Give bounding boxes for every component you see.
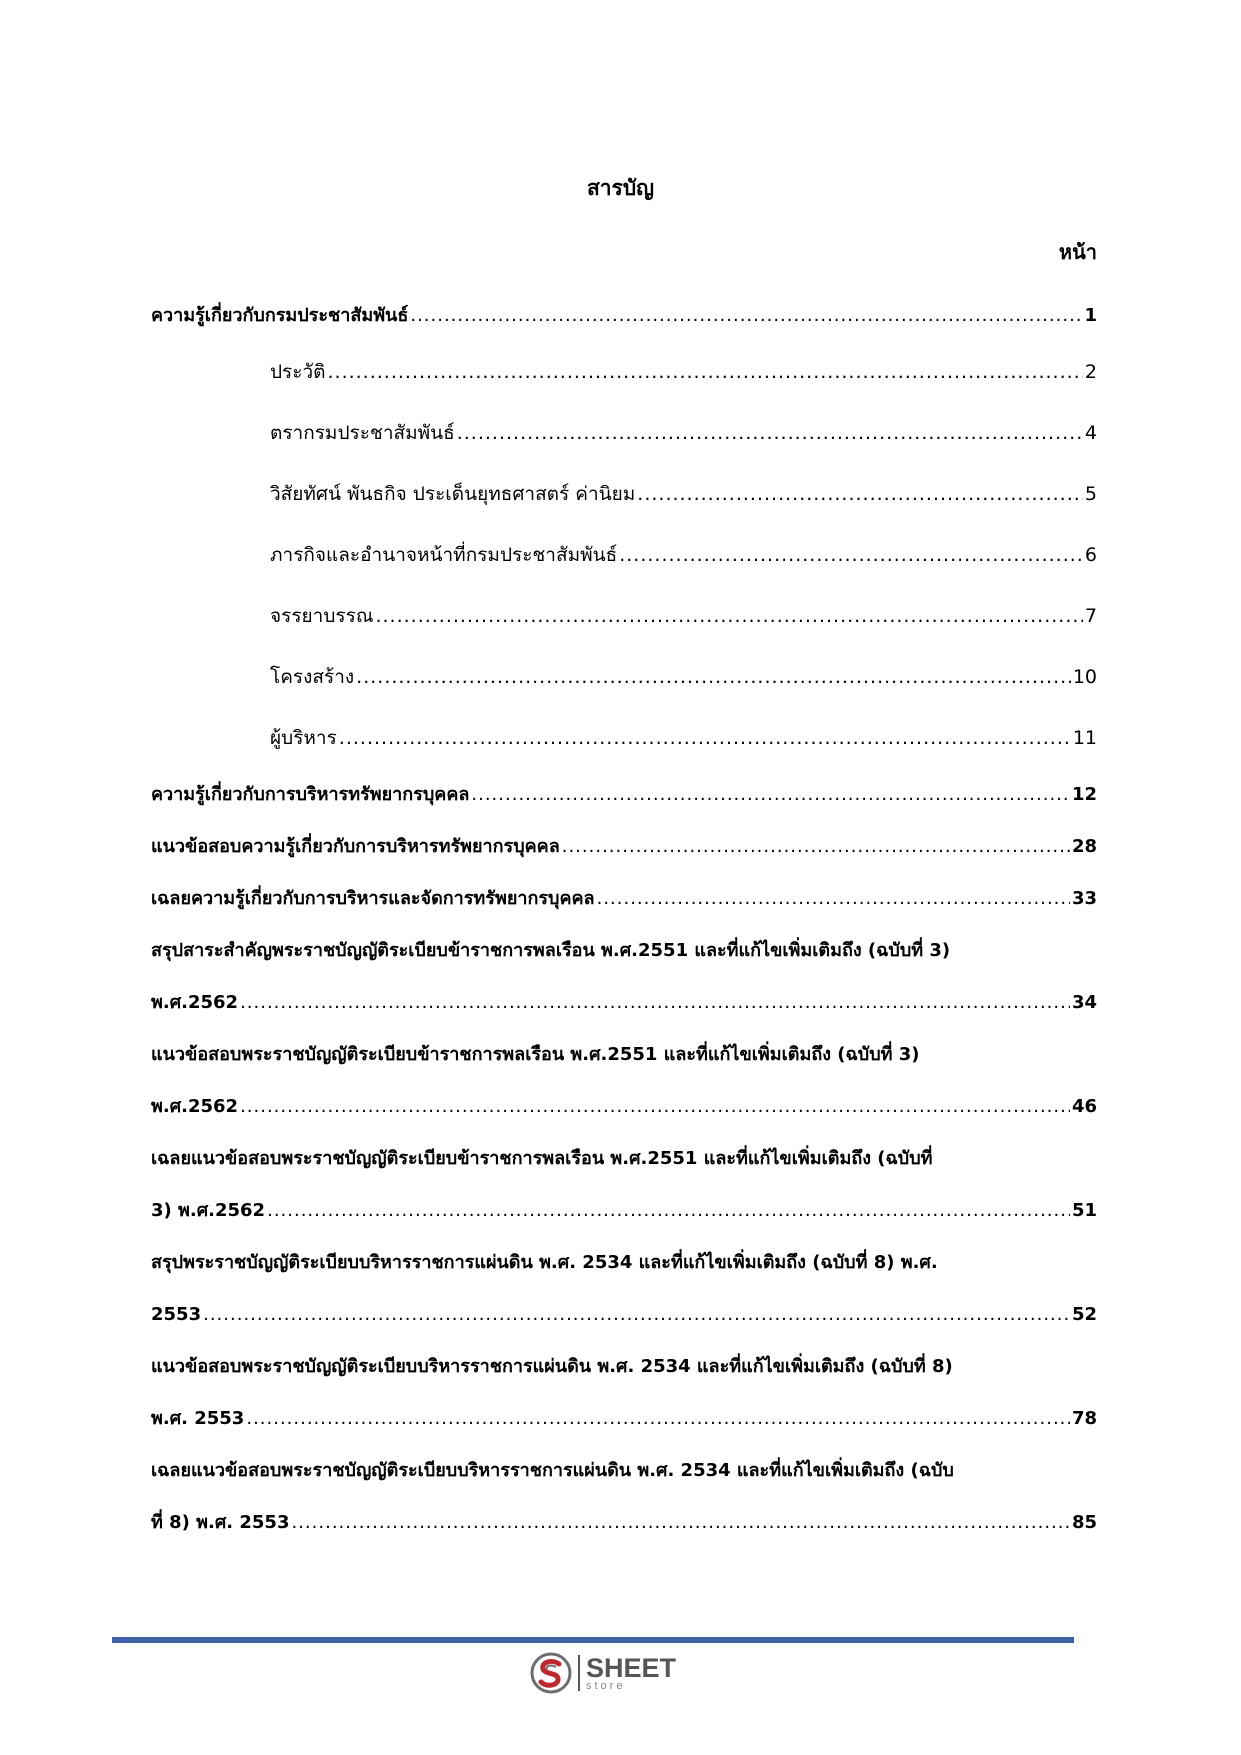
toc-entry-title: วิสัยทัศน์ พันธกิจ ประเด็นยุทธศาสตร์ ค่านิยม (270, 483, 636, 505)
toc-entry-page: 1 (1084, 305, 1097, 326)
toc-entry-title-cont: 2553 (151, 1304, 202, 1325)
toc-entry-title: ความรู้เกี่ยวกับกรมประชาสัมพันธ์ (151, 305, 409, 326)
toc-entry-page: 34 (1071, 992, 1097, 1013)
dot-leader (246, 1393, 1070, 1445)
dot-leader (597, 873, 1070, 925)
dot-leader (637, 464, 1083, 525)
logo-wordmark (586, 1652, 677, 1692)
toc-entry-title: จรรยาบรรณ (270, 605, 374, 627)
dot-leader (240, 1081, 1070, 1133)
toc-entry-title: เฉลยแนวข้อสอบพระราชบัญญัติระเบียบข้าราชการพลเรือน พ.ศ.2551 และที่แก้ไขเพิ่มเติมถึง (ฉบับที่ (151, 1148, 933, 1169)
toc-entry-title: แนวข้อสอบพระราชบัญญัติระเบียบข้าราชการพลเรือน พ.ศ.2551 และที่แก้ไขเพิ่มเติมถึง (ฉบับที่ 3) (151, 1044, 920, 1065)
toc-entry-title: ความรู้เกี่ยวกับการบริหารทรัพยากรบุคคล (151, 784, 470, 805)
toc-entry[interactable] (151, 1133, 1097, 1237)
toc-entry[interactable] (151, 821, 1097, 873)
dot-leader (240, 977, 1070, 1029)
dot-leader (619, 525, 1083, 586)
footer-logo (530, 1652, 676, 1694)
toc-entry-title: ภารกิจและอำนาจหน้าที่กรมประชาสัมพันธ์ (270, 544, 618, 566)
dot-leader (203, 1289, 1070, 1341)
toc-entry[interactable] (151, 1341, 1097, 1445)
dot-leader (471, 769, 1070, 821)
toc-entry[interactable] (151, 342, 1097, 403)
toc-entry-title: สรุปพระราชบัญญัติระเบียบบริหารราชการแผ่นดิน พ.ศ. 2534 และที่แก้ไขเพิ่มเติมถึง (ฉบับที่ 8) พ.ศ. (151, 1252, 938, 1273)
toc-entry-page: 12 (1071, 784, 1097, 805)
dot-leader (356, 647, 1071, 708)
footer-divider-bar (112, 1637, 1074, 1643)
toc-entry-title: เฉลยความรู้เกี่ยวกับการบริหารและจัดการทรัพยากรบุคคล (151, 888, 595, 909)
toc-entry-title: แนวข้อสอบความรู้เกี่ยวกับการบริหารทรัพยากรบุคคล (151, 836, 560, 857)
toc-entry-page: 5 (1084, 483, 1097, 505)
toc-entry-page: 78 (1071, 1408, 1097, 1429)
toc-entry-title-cont: พ.ศ. 2553 (151, 1408, 245, 1429)
toc-entry-page: 10 (1072, 666, 1097, 688)
toc-entry-page: 28 (1071, 836, 1097, 857)
toc-entry-page: 7 (1084, 605, 1097, 627)
brand-name: SHEET (586, 1652, 677, 1683)
toc-entry-title-cont: ที่ 8) พ.ศ. 2553 (151, 1512, 290, 1533)
logo-divider (578, 1655, 580, 1691)
toc-entry-page: 85 (1071, 1512, 1097, 1533)
toc-entry[interactable] (151, 464, 1097, 525)
toc-entry-title: โครงสร้าง (270, 666, 355, 688)
sheet-store-logo-icon (530, 1652, 572, 1694)
toc-entry-page: 4 (1084, 422, 1097, 444)
toc-entry[interactable] (151, 1237, 1097, 1341)
toc-entry-title-cont: พ.ศ.2562 (151, 992, 239, 1013)
toc-entry[interactable] (151, 769, 1097, 821)
toc-entry[interactable] (151, 708, 1097, 769)
toc-entry-title: สรุปสาระสำคัญพระราชบัญญัติระเบียบข้าราชการพลเรือน พ.ศ.2551 และที่แก้ไขเพิ่มเติมถึง (ฉบับที่ 3) (151, 940, 951, 961)
toc-entry[interactable] (151, 290, 1097, 342)
page-title: สารบัญ (586, 176, 655, 200)
dot-leader (327, 342, 1082, 403)
toc-entry-title: ผู้บริหาร (270, 727, 337, 749)
toc-entry[interactable] (151, 925, 1097, 1029)
toc-entry-title: ประวัติ (270, 361, 326, 383)
toc-entry-page: 2 (1084, 361, 1097, 383)
toc-entry-page: 11 (1072, 727, 1097, 749)
dot-leader (562, 821, 1070, 873)
table-of-contents (151, 290, 1097, 1549)
toc-entry-page: 6 (1084, 544, 1097, 566)
toc-entry-title: เฉลยแนวข้อสอบพระราชบัญญัติระเบียบบริหารราชการแผ่นดิน พ.ศ. 2534 และที่แก้ไขเพิ่มเติมถึง (ฉบับ (151, 1460, 954, 1481)
toc-entry[interactable] (151, 873, 1097, 925)
toc-entry-title: แนวข้อสอบพระราชบัญญัติระเบียบบริหารราชการแผ่นดิน พ.ศ. 2534 และที่แก้ไขเพิ่มเติมถึง (ฉบับที่ 8) (151, 1356, 953, 1377)
dot-leader (291, 1497, 1069, 1549)
toc-entry[interactable] (151, 403, 1097, 464)
toc-entry-title-cont: 3) พ.ศ.2562 (151, 1200, 266, 1221)
toc-entry[interactable] (151, 1445, 1097, 1549)
toc-entry[interactable] (151, 1029, 1097, 1133)
dot-leader (339, 708, 1071, 769)
toc-entry[interactable] (151, 647, 1097, 708)
dot-leader (375, 586, 1082, 647)
toc-entry-page: 33 (1071, 888, 1097, 909)
page-column-heading: หน้า (1058, 240, 1097, 264)
toc-entry[interactable] (151, 525, 1097, 586)
toc-entry-page: 46 (1071, 1096, 1097, 1117)
dot-leader (410, 290, 1082, 342)
dot-leader (267, 1185, 1070, 1237)
toc-entry-title: ตรากรมประชาสัมพันธ์ (270, 422, 455, 444)
toc-entry-page: 51 (1071, 1200, 1097, 1221)
toc-entry-page: 52 (1071, 1304, 1097, 1325)
dot-leader (457, 403, 1083, 464)
brand-subtitle: store (586, 1679, 626, 1692)
toc-entry-title-cont: พ.ศ.2562 (151, 1096, 239, 1117)
toc-entry[interactable] (151, 586, 1097, 647)
